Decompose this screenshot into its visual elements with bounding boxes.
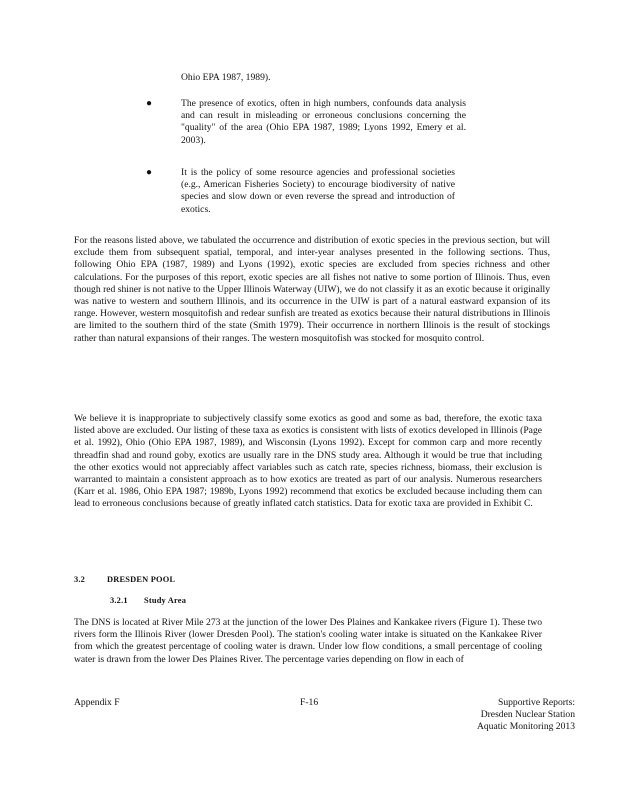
paragraph-study-area: The DNS is located at River Mile 273 at the junction of the lower Des Plaines and Kankakee rivers (Figure 1). These two rivers form the Illinois River (lower Dresden Pool). The station's cooling water intake is situated on the Kankakee River from which the greatest percentage of cooling water is drawn. Under low flow conditions, a small percentage of cooling water is drawn from the lower Des Plaines River. The percentage varies depending on flow in each of: [74, 617, 542, 665]
footer-right-line-2: Dresden Nuclear Station: [480, 709, 575, 720]
paragraph-exotic-exclusion: For the reasons listed above, we tabulated the occurrence and distribution of exotic species in the previous section, but will exclude them from subsequent spatial, temporal, and inter-year analyses presented in the following sections. Thus, following Ohio EPA (1987, 1989) and Lyons (1992), exotic species are excluded from species richness and other calculations. For the purposes of this report, exotic species are all fishes not native to some portion of Illinois. Thus, even though red shiner is not native to the Upper Illinois Waterway (UIW), we do not classify it as an exotic because it originally was native to western and southern Illinois, and its occurrence in the UIW is part of a natural eastward expansion of its range. However, western mosquitofish and redear sunfish are treated as exotics because their natural distributions in Illinois are limited to the southern third of the state (Smith 1979). Their occurrence in northern Illinois is the result of stockings rather than natural expansions of their ranges. The western mosquitofish was stocked for mosquito control.: [74, 235, 550, 344]
footer-right-line-3: Aquatic Monitoring 2013: [476, 721, 575, 732]
footer-left: Appendix F: [74, 697, 120, 708]
bullet-1-text: The presence of exotics, often in high numbers, confounds data analysis and can result in misleading or erroneous conclusions concerning the "quality" of the area (Ohio EPA 1987, 1989; Lyons 1992, Emery et al. 2003).: [181, 98, 466, 146]
section-number: 3.2: [74, 575, 86, 584]
footer-page-number: F-16: [300, 697, 319, 708]
section-title: DRESDEN POOL: [107, 575, 176, 584]
footer-right-line-1: Supportive Reports:: [497, 697, 575, 708]
bullet-2-text: It is the policy of some resource agencies and professional societies (e.g., American Fisheries Society) to encourage biodiversity of native species and slow down or even reverse the spread and introduction of exotics.: [181, 167, 455, 215]
bullet-2-marker: ●: [146, 167, 153, 178]
section-heading-3-2: [74, 575, 176, 584]
subsection-number: 3.2.1: [110, 596, 128, 605]
intro-tail-text: Ohio EPA 1987, 1989).: [181, 72, 271, 83]
footer-report-title: [400, 697, 575, 733]
subsection-title: Study Area: [144, 596, 187, 605]
bullet-1-marker: ●: [146, 98, 153, 109]
paragraph-exotic-classification: We believe it is inappropriate to subjectively classify some exotics as good and some as bad, therefore, the exotic taxa listed above are excluded. Our listing of these taxa as exotics is consistent with lists of exotics developed in Illinois (Page et al. 1992), Ohio (Ohio EPA 1987, 1989), and Wisconsin (Lyons 1992). Except for common carp and more recently threadfin shad and round goby, exotics are usually rare in the DNS study area. Although it would be true that including the other exotics would not appreciably affect variables such as catch rate, species richness, biomass, their exclusion is warranted to maintain a consistent approach as to how exotics are treated as part of our analysis. Numerous researchers (Karr et al. 1986, Ohio EPA 1987; 1989b, Lyons 1992) recommend that exotics be excluded because including them can lead to erroneous conclusions because of greatly inflated catch statistics. Data for exotic taxa are provided in Exhibit C.: [74, 413, 542, 510]
section-heading-3-2-1: [110, 596, 187, 605]
